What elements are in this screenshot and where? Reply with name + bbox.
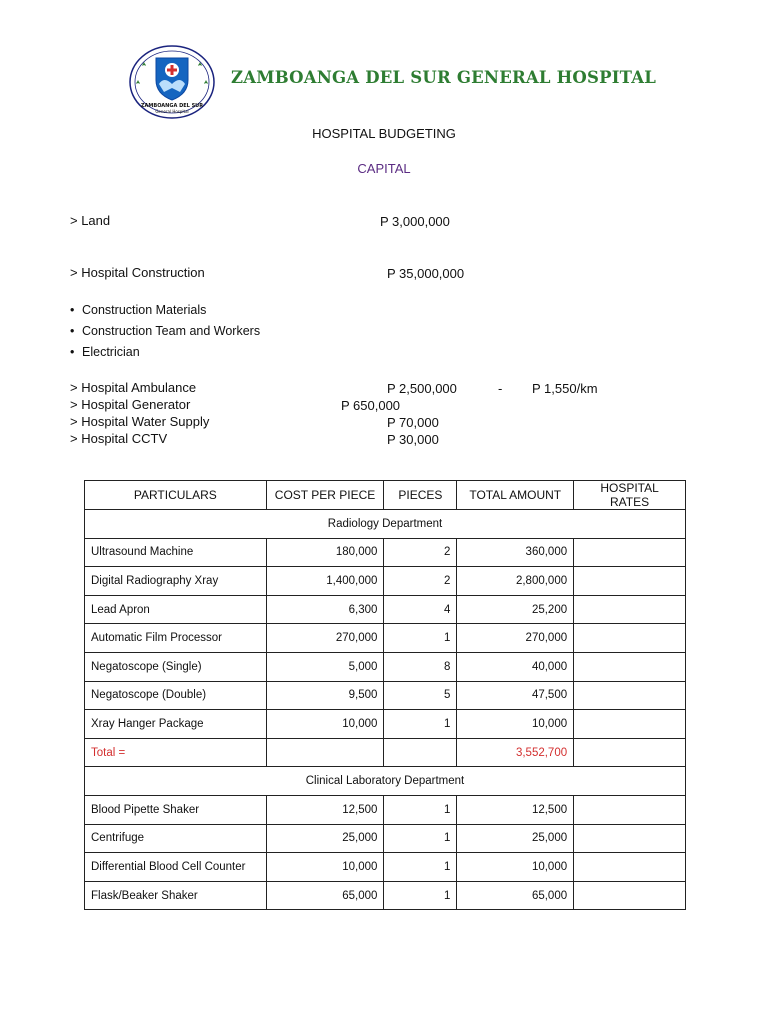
- section-title: CAPITAL: [357, 161, 411, 176]
- logo-text-2: General Hospital: [155, 109, 189, 114]
- row-total: 40,000: [457, 652, 574, 681]
- list-item: • Construction Materials: [70, 303, 207, 317]
- table-row: [85, 538, 686, 567]
- row-name: Flask/Beaker Shaker: [85, 881, 267, 910]
- water-supply-label: > Hospital Water Supply: [70, 414, 210, 429]
- table-row: [85, 624, 686, 653]
- list-item: • Construction Team and Workers: [70, 324, 261, 338]
- document-title: HOSPITAL BUDGETING: [312, 126, 456, 141]
- row-cost: 1,400,000: [266, 567, 384, 596]
- row-total: 12,500: [457, 795, 574, 824]
- table-row: [85, 681, 686, 710]
- section-title-radiology: Radiology Department: [85, 510, 686, 539]
- row-cost: 5,000: [266, 652, 384, 681]
- row-cost: 10,000: [266, 710, 384, 739]
- construction-label: > Hospital Construction: [70, 265, 205, 280]
- row-rate: [574, 567, 686, 596]
- row-total: 2,800,000: [457, 567, 574, 596]
- row-total: 65,000: [457, 881, 574, 910]
- row-cost: 12,500: [266, 795, 384, 824]
- row-name: Ultrasound Machine: [85, 538, 267, 567]
- col-header-particulars: PARTICULARS: [85, 481, 267, 510]
- total-row: [85, 738, 686, 767]
- row-pieces: 4: [384, 595, 457, 624]
- row-rate: [574, 538, 686, 567]
- row-name: Differential Blood Cell Counter: [85, 853, 267, 882]
- col-header-rates: HOSPITAL RATES: [574, 481, 686, 510]
- section-row-radiology: [85, 510, 686, 539]
- row-total: 25,000: [457, 824, 574, 853]
- row-pieces: 5: [384, 681, 457, 710]
- row-pieces: 8: [384, 652, 457, 681]
- hospital-name: ZAMBOANGA DEL SUR GENERAL HOSPITAL: [231, 68, 657, 87]
- row-name: Digital Radiography Xray: [85, 567, 267, 596]
- list-item: • Electrician: [70, 345, 140, 359]
- table-row: [85, 652, 686, 681]
- row-pieces: 1: [384, 710, 457, 739]
- hospital-logo: [128, 44, 216, 120]
- section-row-laboratory: [85, 767, 686, 796]
- row-name: Blood Pipette Shaker: [85, 795, 267, 824]
- budget-table: [84, 480, 686, 910]
- table-row: [85, 595, 686, 624]
- cctv-label: > Hospital CCTV: [70, 431, 168, 446]
- row-pieces: 1: [384, 853, 457, 882]
- ambulance-label: > Hospital Ambulance: [70, 380, 197, 395]
- generator-amount: P 650,000: [341, 398, 401, 413]
- row-total: 47,500: [457, 681, 574, 710]
- construction-bullet-list: [70, 303, 260, 366]
- col-header-cost: COST PER PIECE: [266, 481, 384, 510]
- row-pieces: 1: [384, 881, 457, 910]
- row-rate: [574, 824, 686, 853]
- row-name: Negatoscope (Double): [85, 681, 267, 710]
- col-header-pieces: PIECES: [384, 481, 457, 510]
- row-rate: [574, 881, 686, 910]
- empty-cell: [574, 738, 686, 767]
- construction-amount: P 35,000,000: [387, 266, 465, 281]
- row-pieces: 1: [384, 795, 457, 824]
- row-pieces: 1: [384, 624, 457, 653]
- row-cost: 270,000: [266, 624, 384, 653]
- row-total: 360,000: [457, 538, 574, 567]
- table-row: [85, 853, 686, 882]
- row-rate: [574, 681, 686, 710]
- ambulance-amount: P 2,500,000: [387, 381, 457, 396]
- table-row: [85, 881, 686, 910]
- row-rate: [574, 710, 686, 739]
- table-row: [85, 567, 686, 596]
- generator-label: > Hospital Generator: [70, 397, 191, 412]
- table-header-row: [85, 481, 686, 510]
- land-amount: P 3,000,000: [380, 214, 450, 229]
- row-name: Centrifuge: [85, 824, 267, 853]
- row-total: 270,000: [457, 624, 574, 653]
- table-row: [85, 710, 686, 739]
- row-rate: [574, 853, 686, 882]
- land-label: > Land: [70, 213, 111, 228]
- row-name: Negatoscope (Single): [85, 652, 267, 681]
- total-label: Total =: [85, 738, 267, 767]
- row-cost: 9,500: [266, 681, 384, 710]
- row-cost: 6,300: [266, 595, 384, 624]
- row-rate: [574, 624, 686, 653]
- row-pieces: 1: [384, 824, 457, 853]
- table-row: [85, 795, 686, 824]
- row-cost: 180,000: [266, 538, 384, 567]
- row-rate: [574, 595, 686, 624]
- empty-cell: [384, 738, 457, 767]
- col-header-total: TOTAL AMOUNT: [457, 481, 574, 510]
- row-cost: 10,000: [266, 853, 384, 882]
- row-pieces: 2: [384, 538, 457, 567]
- ambulance-dash: -: [498, 381, 503, 396]
- row-name: Automatic Film Processor: [85, 624, 267, 653]
- total-value: 3,552,700: [457, 738, 574, 767]
- row-rate: [574, 652, 686, 681]
- table-row: [85, 824, 686, 853]
- empty-cell: [266, 738, 384, 767]
- ambulance-rate: P 1,550/km: [532, 381, 598, 396]
- row-name: Xray Hanger Package: [85, 710, 267, 739]
- row-cost: 25,000: [266, 824, 384, 853]
- logo-text-1: ZAMBOANGA DEL SUR: [140, 103, 204, 109]
- water-supply-amount: P 70,000: [387, 415, 439, 430]
- row-pieces: 2: [384, 567, 457, 596]
- row-total: 10,000: [457, 853, 574, 882]
- section-title-laboratory: Clinical Laboratory Department: [85, 767, 686, 796]
- row-name: Lead Apron: [85, 595, 267, 624]
- row-total: 10,000: [457, 710, 574, 739]
- row-cost: 65,000: [266, 881, 384, 910]
- cctv-amount: P 30,000: [387, 432, 439, 447]
- row-total: 25,200: [457, 595, 574, 624]
- row-rate: [574, 795, 686, 824]
